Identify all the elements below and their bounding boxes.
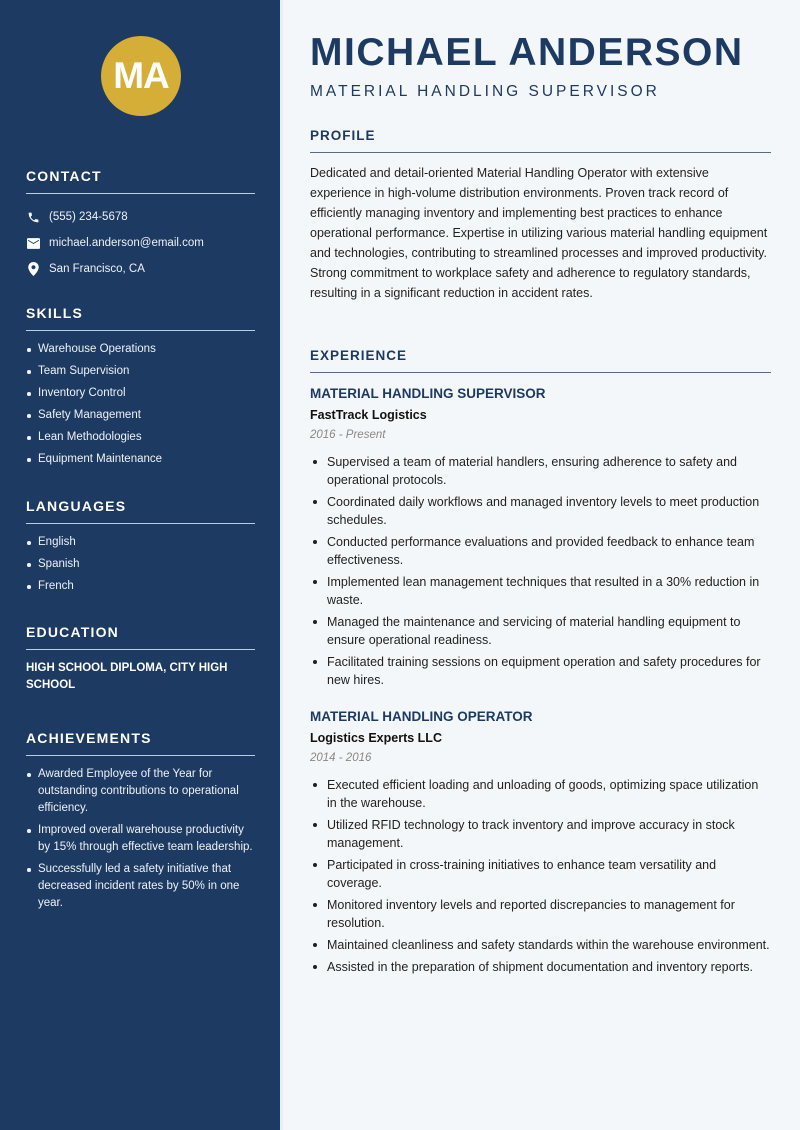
job-bullet: Maintained cleanliness and safety standards within the warehouse environment. xyxy=(310,936,771,954)
job-company: FastTrack Logistics xyxy=(310,408,427,422)
job-entry xyxy=(310,386,771,693)
phone-icon xyxy=(26,210,40,224)
achievement-item: Awarded Employee of the Year for outstanding contributions to operational efficiency. xyxy=(26,766,255,817)
contact-phone xyxy=(26,204,255,230)
job-company: Logistics Experts LLC xyxy=(310,731,442,745)
job-bullet: Utilized RFID technology to track inventory and improve accuracy in stock management. xyxy=(310,816,771,852)
profile-text: Dedicated and detail-oriented Material Handling Operator with extensive experience in high-volume distribution environments. Proven track record of efficiently managing inventory and implementing best practices to enhance operational performance. Expertise in utilizing various material handling equipment and technologies, contributing to streamlined processes and improved productivity. Strong commitment to workplace safety and adherence to regulatory standards, resulting in a significant reduction in accident rates. xyxy=(310,166,768,300)
skill-item: Team Supervision xyxy=(26,363,255,380)
contact-heading: CONTACT xyxy=(26,168,255,194)
job-bullet: Participated in cross-training initiatives to enhance team versatility and coverage. xyxy=(310,856,771,892)
skills-list xyxy=(26,341,255,468)
contact-section xyxy=(26,168,255,282)
job-bullet: Conducted performance evaluations and provided feedback to enhance team effectiveness. xyxy=(310,533,771,569)
job-bullet: Assisted in the preparation of shipment documentation and inventory reports. xyxy=(310,958,771,976)
skill-item: Equipment Maintenance xyxy=(26,451,255,468)
language-item: English xyxy=(26,534,255,551)
contact-location xyxy=(26,256,255,282)
location-pin-icon xyxy=(26,262,40,276)
job-bullet: Coordinated daily workflows and managed inventory levels to meet production schedules. xyxy=(310,493,771,529)
education-section xyxy=(26,624,255,694)
achievement-item: Successfully led a safety initiative that decreased incident rates by 50% in one year. xyxy=(26,861,255,912)
job-bullets xyxy=(310,776,771,976)
experience-heading: EXPERIENCE xyxy=(310,348,771,373)
candidate-title: MATERIAL HANDLING SUPERVISOR xyxy=(310,83,660,100)
job-dates: 2014 - 2016 xyxy=(310,752,372,764)
profile-heading: PROFILE xyxy=(310,128,771,153)
job-bullet: Monitored inventory levels and reported discrepancies to management for resolution. xyxy=(310,896,771,932)
sidebar xyxy=(0,0,280,1130)
candidate-name: MICHAEL ANDERSON xyxy=(310,31,744,74)
achievements-section xyxy=(26,730,255,917)
job-dates: 2016 - Present xyxy=(310,429,386,441)
skills-section xyxy=(26,305,255,473)
column-divider xyxy=(280,0,283,1130)
education-heading: EDUCATION xyxy=(26,624,255,650)
language-item: French xyxy=(26,578,255,595)
languages-section xyxy=(26,498,255,600)
job-bullets xyxy=(310,453,771,689)
job-bullet: Managed the maintenance and servicing of material handling equipment to ensure operational readiness. xyxy=(310,613,771,649)
skill-item: Inventory Control xyxy=(26,385,255,402)
skill-item: Safety Management xyxy=(26,407,255,424)
job-bullet: Facilitated training sessions on equipment operation and safety procedures for new hires. xyxy=(310,653,771,689)
education-degree: HIGH SCHOOL DIPLOMA, CITY HIGH SCHOOL xyxy=(26,662,228,691)
job-bullet: Implemented lean management techniques that resulted in a 30% reduction in waste. xyxy=(310,573,771,609)
skill-item: Warehouse Operations xyxy=(26,341,255,358)
skill-item: Lean Methodologies xyxy=(26,429,255,446)
achievement-item: Improved overall warehouse productivity by 15% through effective team leadership. xyxy=(26,822,255,856)
achievements-list xyxy=(26,766,255,912)
languages-heading: LANGUAGES xyxy=(26,498,255,524)
contact-email xyxy=(26,230,255,256)
job-title: MATERIAL HANDLING SUPERVISOR xyxy=(310,386,546,401)
job-entry xyxy=(310,709,771,980)
languages-list xyxy=(26,534,255,595)
job-bullet: Supervised a team of material handlers, ensuring adherence to safety and operational protocols. xyxy=(310,453,771,489)
phone-text: (555) 234-5678 xyxy=(49,211,128,223)
achievements-heading: ACHIEVEMENTS xyxy=(26,730,255,756)
avatar xyxy=(101,36,181,116)
skills-heading: SKILLS xyxy=(26,305,255,331)
email-icon xyxy=(26,236,40,250)
job-title: MATERIAL HANDLING OPERATOR xyxy=(310,709,533,724)
job-bullet: Executed efficient loading and unloading of goods, optimizing space utilization in the warehouse. xyxy=(310,776,771,812)
email-text: michael.anderson@email.com xyxy=(49,237,204,249)
location-text: San Francisco, CA xyxy=(49,263,145,275)
language-item: Spanish xyxy=(26,556,255,573)
avatar-initials: MA xyxy=(113,55,169,96)
